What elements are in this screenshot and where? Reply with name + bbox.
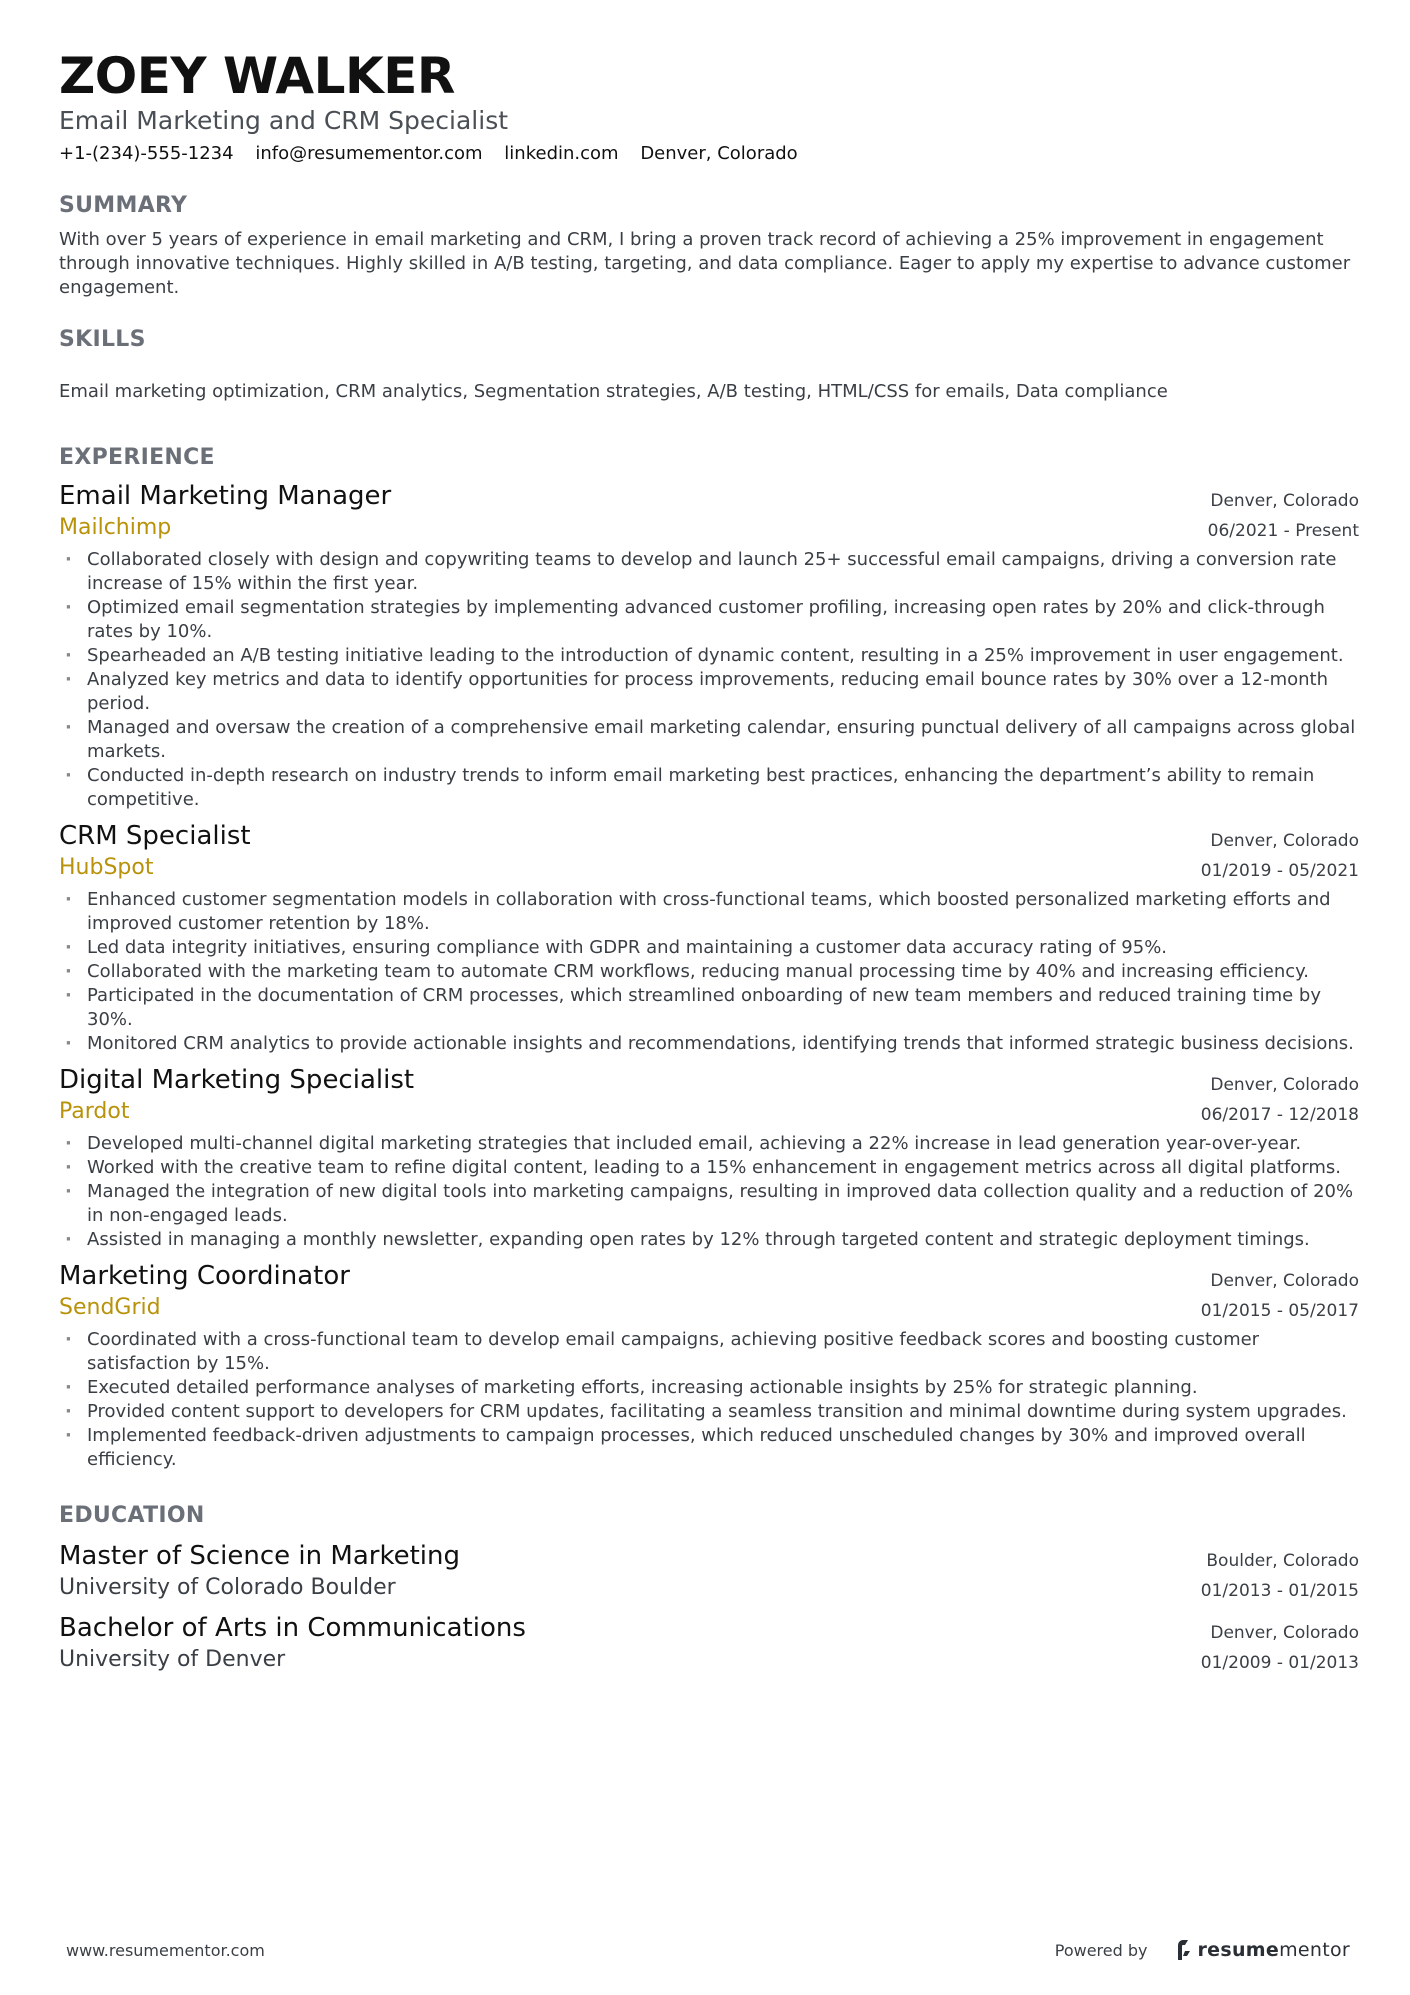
job-location: Denver, Colorado xyxy=(1210,1075,1359,1095)
skills-text: Email marketing optimization, CRM analytics, Segmentation strategies, A/B testing, HTML/CSS for emails, Data compliance xyxy=(59,381,1168,402)
candidate-title: Email Marketing and CRM Specialist xyxy=(59,106,509,135)
job-bullets xyxy=(59,548,1359,812)
contact-phone[interactable]: +1-(234)-555-1234 xyxy=(59,143,234,164)
bullet-item: · Optimized email segmentation strategies by implementing advanced customer profiling, increasing open rates by 20% and click-through rates by 10%. xyxy=(59,596,1359,644)
job-company: Pardot xyxy=(59,1099,130,1124)
job-role: CRM Specialist xyxy=(59,821,251,851)
bullet-item: · Collaborated closely with design and copywriting teams to develop and launch 25+ successful email campaigns, driving a conversion rate increase of 15% within the first year. xyxy=(59,548,1359,596)
candidate-name: ZOEY WALKER xyxy=(59,47,455,105)
bullet-item: · Worked with the creative team to refine digital content, leading to a 15% enhancement in engagement metrics across all digital platforms. xyxy=(59,1156,1359,1180)
job-dates: 01/2015 - 05/2017 xyxy=(1200,1301,1359,1321)
bullet-item: · Spearheaded an A/B testing initiative leading to the introduction of dynamic content, resulting in a 25% improvement in user engagement. xyxy=(59,644,1359,668)
job-role: Email Marketing Manager xyxy=(59,481,392,511)
school-dates: 01/2013 - 01/2015 xyxy=(1200,1581,1359,1601)
contact-email[interactable]: info@resumementor.com xyxy=(255,143,483,164)
job-role: Marketing Coordinator xyxy=(59,1261,350,1291)
bullet-item: · Monitored CRM analytics to provide actionable insights and recommendations, identifying trends that informed strategic business decisions. xyxy=(59,1032,1359,1056)
summary-text: With over 5 years of experience in email marketing and CRM, I bring a proven track record of achieving a 25% improvement in engagement through innovative techniques. Highly skilled in A/B testing, targeting, and data compliance. Eager to apply my expertise to advance customer engagement. xyxy=(59,229,1351,298)
job-dates: 06/2021 - Present xyxy=(1207,521,1359,541)
bullet-item: · Conducted in-depth research on industry trends to inform email marketing best practices, enhancing the department’s ability to remain competitive. xyxy=(59,764,1359,812)
footer-branding xyxy=(1055,1939,1350,1961)
experience-heading: EXPERIENCE xyxy=(59,445,215,470)
bullet-item: · Led data integrity initiatives, ensuring compliance with GDPR and maintaining a customer data accuracy rating of 95%. xyxy=(59,936,1359,960)
job-company: Mailchimp xyxy=(59,515,172,540)
brand-name-light: mentor xyxy=(1279,1939,1350,1961)
job-location: Denver, Colorado xyxy=(1210,1271,1359,1291)
school-dates: 01/2009 - 01/2013 xyxy=(1200,1653,1359,1673)
education-heading: EDUCATION xyxy=(59,1503,205,1528)
bullet-item: · Assisted in managing a monthly newsletter, expanding open rates by 12% through targeted content and strategic deployment timings. xyxy=(59,1228,1359,1252)
job-location: Denver, Colorado xyxy=(1210,491,1359,511)
bullet-item: · Managed the integration of new digital tools into marketing campaigns, resulting in improved data collection quality and a reduction of 20% in non-engaged leads. xyxy=(59,1180,1359,1228)
brand-mark-icon xyxy=(1175,1939,1193,1961)
job-location: Denver, Colorado xyxy=(1210,831,1359,851)
bullet-item: · Developed multi-channel digital marketing strategies that included email, achieving a 22% increase in lead generation year-over-year. xyxy=(59,1132,1359,1156)
experience-entry xyxy=(59,820,1359,1056)
job-bullets xyxy=(59,1328,1359,1472)
degree-title: Bachelor of Arts in Communications xyxy=(59,1613,526,1643)
job-company: SendGrid xyxy=(59,1295,161,1320)
job-role: Digital Marketing Specialist xyxy=(59,1065,415,1095)
school-name: University of Denver xyxy=(59,1647,286,1672)
bullet-item: · Implemented feedback-driven adjustments to campaign processes, which reduced unscheduled changes by 30% and improved overall efficiency. xyxy=(59,1424,1359,1472)
contact-line xyxy=(59,142,1359,166)
footer-website-link[interactable]: www.resumementor.com xyxy=(66,1940,265,1960)
bullet-item: · Provided content support to developers for CRM updates, facilitating a seamless transition and minimal downtime during system upgrades. xyxy=(59,1400,1359,1424)
job-company: HubSpot xyxy=(59,855,154,880)
powered-by-label: Powered by xyxy=(1054,1940,1148,1960)
bullet-item: · Managed and oversaw the creation of a comprehensive email marketing calendar, ensuring punctual delivery of all campaigns across global markets. xyxy=(59,716,1359,764)
contact-linkedin[interactable]: linkedin.com xyxy=(504,143,619,164)
bullet-item: · Analyzed key metrics and data to identify opportunities for process improvements, reducing email bounce rates by 30% over a 12-month period. xyxy=(59,668,1359,716)
education-entry xyxy=(59,1612,1359,1674)
brand-name-bold: resume xyxy=(1197,1939,1280,1961)
job-dates: 06/2017 - 12/2018 xyxy=(1200,1105,1359,1125)
bullet-item: · Executed detailed performance analyses of marketing efforts, increasing actionable insights by 25% for strategic planning. xyxy=(59,1376,1359,1400)
bullet-item: · Participated in the documentation of CRM processes, which streamlined onboarding of new team members and reduced training time by 30%. xyxy=(59,984,1359,1032)
school-location: Denver, Colorado xyxy=(1210,1623,1359,1643)
bullet-item: · Coordinated with a cross-functional team to develop email campaigns, achieving positive feedback scores and boosting customer satisfaction by 15%. xyxy=(59,1328,1359,1376)
resume-page xyxy=(59,48,1359,1674)
experience-entry xyxy=(59,1064,1359,1252)
experience-entry xyxy=(59,1260,1359,1472)
skills-heading: SKILLS xyxy=(59,327,146,352)
education-entry xyxy=(59,1540,1359,1602)
summary-heading: SUMMARY xyxy=(59,193,188,218)
school-name: University of Colorado Boulder xyxy=(59,1575,396,1600)
contact-location: Denver, Colorado xyxy=(640,143,798,164)
experience-entry xyxy=(59,480,1359,812)
bullet-item: · Enhanced customer segmentation models in collaboration with cross-functional teams, which boosted personalized marketing efforts and improved customer retention by 18%. xyxy=(59,888,1359,936)
job-bullets xyxy=(59,888,1359,1056)
brand-logo[interactable] xyxy=(1175,1939,1350,1961)
bullet-item: · Collaborated with the marketing team to automate CRM workflows, reducing manual processing time by 40% and increasing efficiency. xyxy=(59,960,1359,984)
job-dates: 01/2019 - 05/2021 xyxy=(1200,861,1359,881)
degree-title: Master of Science in Marketing xyxy=(59,1541,460,1571)
job-bullets xyxy=(59,1132,1359,1252)
school-location: Boulder, Colorado xyxy=(1206,1551,1359,1571)
page-footer xyxy=(66,1935,1350,1965)
